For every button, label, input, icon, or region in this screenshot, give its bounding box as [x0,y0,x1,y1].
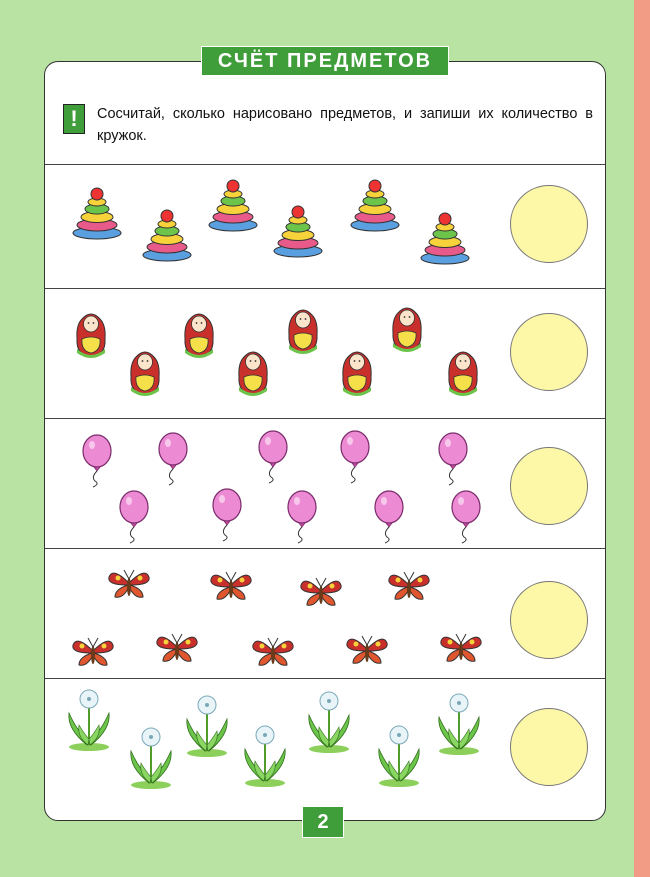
matryoshka-doll [239,352,267,396]
dandelion [187,696,227,757]
balloon [288,491,316,543]
row-balloons [45,418,605,549]
pyramid-toy [73,188,121,239]
exclamation-icon: ! [63,104,85,134]
matryoshka-doll [77,314,105,358]
butterfly [347,636,387,663]
pyramid-toy [274,206,322,257]
dandelion [69,690,109,751]
answer-circle[interactable] [510,185,588,263]
balloon [259,431,287,483]
butterfly [441,634,481,661]
dandelion [131,728,171,789]
balloon [159,433,187,485]
dandelion [245,726,285,787]
dandelion [309,692,349,753]
balloon [452,491,480,543]
dandelion [379,726,419,787]
matryoshka-doll [185,314,213,358]
pyramid-toy [209,180,257,231]
balloon [213,489,241,541]
row-dandelions [45,678,605,821]
side-stripe [634,0,650,877]
pyramid-toy [143,210,191,261]
butterfly [73,638,113,665]
balloon [83,435,111,487]
answer-circle[interactable] [510,581,588,659]
answer-circle[interactable] [510,708,588,786]
butterfly [157,634,197,661]
worksheet-card [44,61,606,821]
balloon [341,431,369,483]
butterfly [211,572,251,599]
row-butterflies [45,548,605,679]
butterfly [253,638,293,665]
matryoshka-doll [289,310,317,354]
butterfly [109,570,149,597]
pyramid-toy [421,213,469,264]
answer-circle[interactable] [510,447,588,525]
page-title: СЧЁТ ПРЕДМЕТОВ [201,46,449,76]
butterfly [301,578,341,605]
dandelion [439,694,479,755]
instruction-text: Сосчитай, сколько нарисовано предметов, и запиши их количество в кружок. [97,106,593,144]
matryoshka-doll [393,308,421,352]
matryoshka-doll [343,352,371,396]
matryoshka-doll [131,352,159,396]
balloon [439,433,467,485]
pyramid-toy [351,180,399,231]
answer-circle[interactable] [510,313,588,391]
row-matryoshkas [45,288,605,419]
butterfly [389,572,429,599]
matryoshka-doll [449,352,477,396]
row-pyramids [45,164,605,289]
page-number: 2 [302,806,344,838]
balloon [375,491,403,543]
balloon [120,491,148,543]
